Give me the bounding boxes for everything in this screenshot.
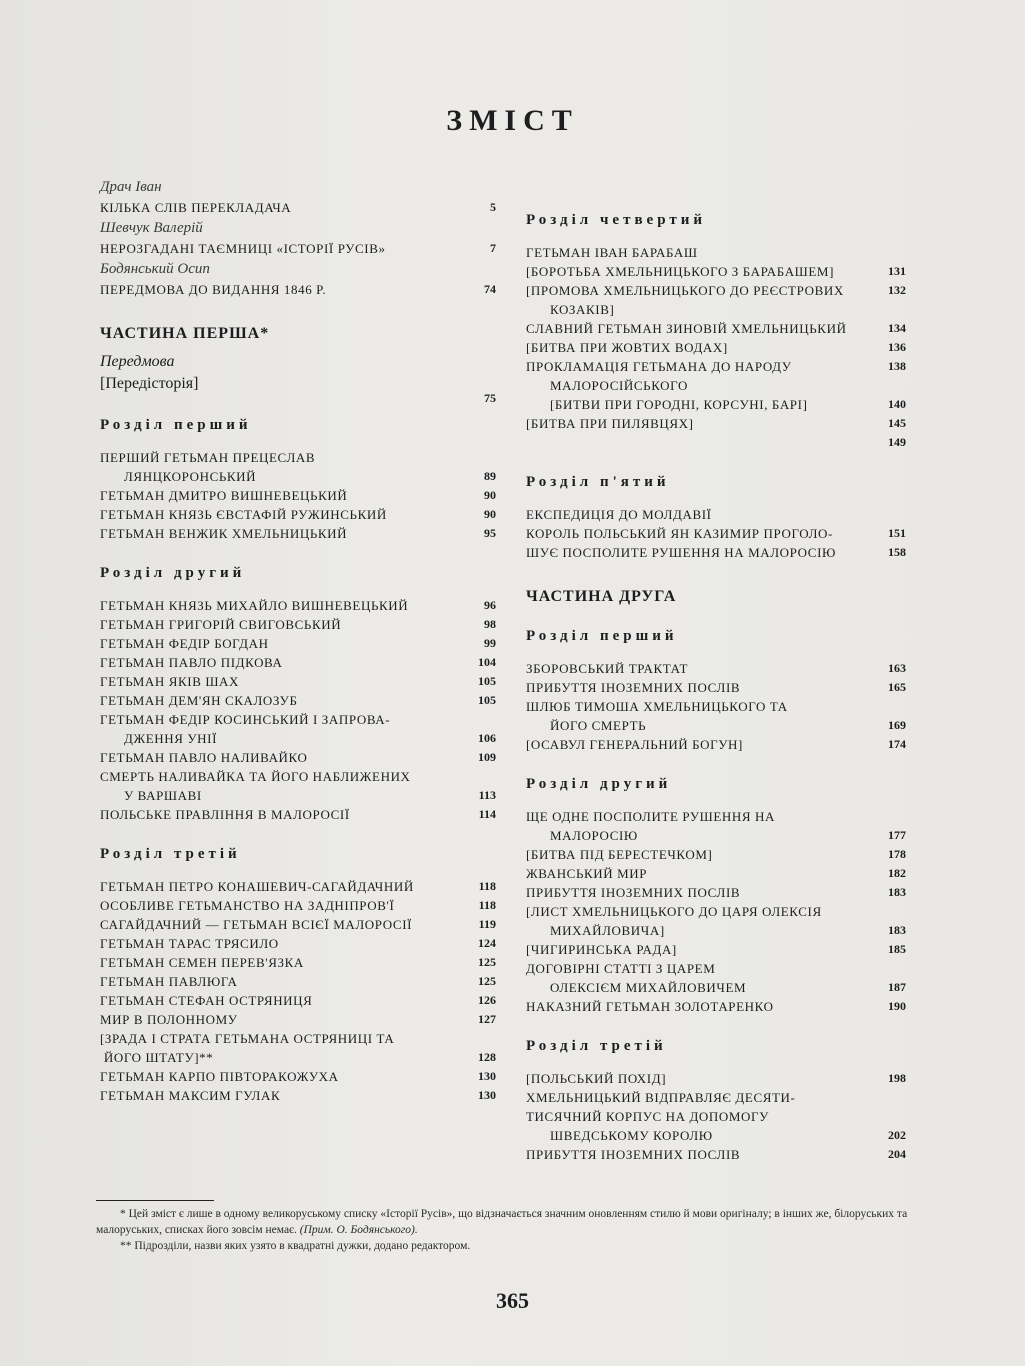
entry-title: [БИТВА ПРИ ПИЛЯВЦЯХ] <box>526 416 694 431</box>
toc-entry <box>526 659 906 678</box>
entry-title: ШВЕДСЬКОМУ КОРОЛЮ <box>550 1128 713 1143</box>
entry-page: 105 <box>478 674 496 688</box>
entry-page: 128 <box>478 1050 496 1064</box>
entry-page: 113 <box>478 788 496 802</box>
entry-page: 7 <box>490 241 496 255</box>
toc-entry <box>526 395 906 414</box>
toc-entry <box>526 940 906 959</box>
entry-page: 136 <box>888 340 906 354</box>
entry-title: ЛЯНЦКОРОНСЬКИЙ <box>124 469 257 484</box>
toc-entry <box>100 729 496 748</box>
entry-page: 114 <box>478 807 496 821</box>
entry-page: 185 <box>888 942 906 956</box>
prehistory-entry <box>100 373 496 405</box>
entry-title: [БОРОТЬБА ХМЕЛЬНИЦЬКОГО З БАРАБАШЕМ] <box>526 264 835 279</box>
toc-entry <box>526 845 906 864</box>
entry-page: 125 <box>478 974 496 988</box>
toc-entry <box>100 953 496 972</box>
entry-title: [ПРОМОВА ХМЕЛЬНИЦЬКОГО ДО РЕЄСТРОВИХ <box>526 283 844 298</box>
entry-page: 134 <box>888 321 906 335</box>
entry-page: 138 <box>888 359 906 373</box>
entry-title: САГАЙДАЧНИЙ — ГЕТЬМАН ВСІЄЇ МАЛОРОСІЇ <box>100 917 413 932</box>
toc-entry <box>526 338 906 357</box>
entry-page: 104 <box>478 655 496 669</box>
entry-title: ЗБОРОВСЬКИЙ ТРАКТАТ <box>526 661 689 676</box>
entry-title: ГЕТЬМАН ПЕТРО КОНАШЕВИЧ-САГАЙДАЧНИЙ <box>100 879 414 894</box>
entry-title: КІЛЬКА СЛІВ ПЕРЕКЛАДАЧА <box>100 200 292 215</box>
author-name: Шевчук Валерій <box>100 220 203 236</box>
entry-title: ГЕТЬМАН КАРПО ПІВТОРАКОЖУХА <box>100 1069 339 1084</box>
entry-page: 118 <box>478 898 496 912</box>
toc-entry <box>526 319 906 338</box>
entry-title: ГЕТЬМАН ВЕНЖИК ХМЕЛЬНИЦЬКИЙ <box>100 526 348 541</box>
toc-entry <box>100 596 496 615</box>
entry-page: 131 <box>888 264 906 278</box>
entry-page: 95 <box>484 526 496 540</box>
entry-page: 5 <box>490 200 496 214</box>
toc-entry <box>526 433 906 452</box>
entry-title: ГЕТЬМАН ПАВЛО ПІДКОВА <box>100 655 283 670</box>
toc-entry <box>100 767 496 786</box>
toc-left-column <box>100 176 496 1105</box>
section-heading: Розділ другий <box>526 776 672 792</box>
entry-page: 98 <box>484 617 496 631</box>
entry-page: 118 <box>478 879 496 893</box>
toc-entry <box>526 1069 906 1088</box>
entry-page: 163 <box>888 661 906 675</box>
toc-entry <box>100 239 496 258</box>
toc-entry <box>526 281 906 300</box>
entry-page: 204 <box>888 1147 906 1161</box>
entry-page: 106 <box>478 731 496 745</box>
section-heading: Розділ третій <box>100 846 241 862</box>
toc-entry <box>526 1107 906 1126</box>
entry-page: 105 <box>478 693 496 707</box>
toc-entry <box>526 357 906 376</box>
part-one-sections <box>100 417 496 1105</box>
entry-title: ПРИБУТТЯ ІНОЗЕМНИХ ПОСЛІВ <box>526 1147 741 1162</box>
entry-title: ДОГОВІРНІ СТАТТІ З ЦАРЕМ <box>526 961 716 976</box>
entry-page: 90 <box>484 488 496 502</box>
entry-page: 178 <box>888 847 906 861</box>
toc-entry <box>100 505 496 524</box>
page-number: 365 <box>496 1288 529 1313</box>
toc-entry <box>526 543 906 562</box>
entry-title: НАКАЗНИЙ ГЕТЬМАН ЗОЛОТАРЕНКО <box>526 999 774 1014</box>
entry-title: [БИТВИ ПРИ ГОРОДНІ, КОРСУНІ, БАРІ] <box>550 397 808 412</box>
entry-title: [ЗРАДА І СТРАТА ГЕТЬМАНА ОСТРЯНИЦІ ТА <box>100 1031 395 1046</box>
entry-title: ДЖЕННЯ УНІЇ <box>124 731 218 746</box>
entry-title: [ОСАВУЛ ГЕНЕРАЛЬНИЙ БОГУН] <box>526 737 743 752</box>
entry-title: ПОЛЬСЬКЕ ПРАВЛІННЯ В МАЛОРОСІЇ <box>100 807 350 822</box>
footnote-1 <box>96 1206 908 1238</box>
toc-entry <box>526 883 906 902</box>
toc-entry <box>526 997 906 1016</box>
toc-entry <box>526 807 906 826</box>
section-heading: Розділ третій <box>526 1038 667 1054</box>
entry-page: 140 <box>888 397 906 411</box>
entry-page: 177 <box>888 828 906 842</box>
entry-page: 74 <box>484 282 496 296</box>
part-two-heading: ЧАСТИНА ДРУГА <box>526 588 677 605</box>
toc-entry <box>526 902 906 921</box>
entry-title: [ЛИСТ ХМЕЛЬНИЦЬКОГО ДО ЦАРЯ ОЛЕКСІЯ <box>526 904 822 919</box>
entry-page: 151 <box>888 526 906 540</box>
entry-title: ГЕТЬМАН СТЕФАН ОСТРЯНИЦЯ <box>100 993 313 1008</box>
entry-title: ГЕТЬМАН ІВАН БАРАБАШ <box>526 245 698 260</box>
footnote-divider <box>96 1200 214 1201</box>
preface-entry: Передмова <box>100 353 175 370</box>
entry-title: ГЕТЬМАН СЕМЕН ПЕРЕВ'ЯЗКА <box>100 955 304 970</box>
toc-entry <box>526 735 906 754</box>
toc-entry <box>526 864 906 883</box>
entry-title: [ЧИГИРИНСЬКА РАДА] <box>526 942 677 957</box>
entry-title: МАЛОРОСІЙСЬКОГО <box>550 378 688 393</box>
toc-entry <box>100 653 496 672</box>
toc-entry <box>100 934 496 953</box>
toc-entry <box>526 1145 906 1164</box>
toc-entry <box>526 376 906 395</box>
toc-entry <box>100 877 496 896</box>
entry-title: СЛАВНИЙ ГЕТЬМАН ЗИНОВІЙ ХМЕЛЬНИЦЬКИЙ <box>526 321 847 336</box>
entry-title: [БИТВА ПРИ ЖОВТИХ ВОДАХ] <box>526 340 728 355</box>
toc-entry <box>100 805 496 824</box>
toc-entry <box>526 921 906 940</box>
entry-title: ПРИБУТТЯ ІНОЗЕМНИХ ПОСЛІВ <box>526 885 741 900</box>
entry-title: ПРИБУТТЯ ІНОЗЕМНИХ ПОСЛІВ <box>526 680 741 695</box>
entry-title: ГЕТЬМАН ТАРАС ТРЯСИЛО <box>100 936 279 951</box>
toc-entry <box>100 991 496 1010</box>
entry-page: 96 <box>484 598 496 612</box>
entry-page: 89 <box>484 469 496 483</box>
entry-page: 158 <box>888 545 906 559</box>
entry-title: СМЕРТЬ НАЛИВАЙКА ТА ЙОГО НАБЛИЖЕНИХ <box>100 769 411 784</box>
toc-entry <box>100 1086 496 1105</box>
toc-entry <box>100 280 496 299</box>
entry-title: ГЕТЬМАН ПАВЛО НАЛИВАЙКО <box>100 750 308 765</box>
entry-title: [ПОЛЬСЬКИЙ ПОХІД] <box>526 1071 667 1086</box>
author-name: Бодянський Осип <box>100 261 210 277</box>
toc-entry <box>526 1088 906 1107</box>
entry-title: ПЕРЕДМОВА ДО ВИДАННЯ 1846 Р. <box>100 282 327 297</box>
entry-title: ОСОБЛИВЕ ГЕТЬМАНСТВО НА ЗАДНІПРОВ'Ї <box>100 898 395 913</box>
toc-entry <box>100 972 496 991</box>
entry-title: ГЕТЬМАН ДЕМ'ЯН СКАЛОЗУБ <box>100 693 298 708</box>
toc-entry <box>100 710 496 729</box>
toc-entry <box>100 896 496 915</box>
toc-entry <box>100 748 496 767</box>
entry-title: НЕРОЗГАДАНІ ТАЄМНИЦІ «ІСТОРІЇ РУСІВ» <box>100 241 386 256</box>
entry-title: У ВАРШАВІ <box>124 788 202 803</box>
toc-entry <box>100 1067 496 1086</box>
part-two-sections <box>526 628 906 1164</box>
toc-entry <box>526 300 906 319</box>
entry-title: ТИСЯЧНИЙ КОРПУС НА ДОПОМОГУ <box>526 1109 769 1124</box>
entry-page: 183 <box>888 885 906 899</box>
entry-title: ЙОГО ШТАТУ]** <box>100 1050 214 1065</box>
entry-title: ГЕТЬМАН ЯКІВ ШАХ <box>100 674 240 689</box>
entry-title: ПРОКЛАМАЦІЯ ГЕТЬМАНА ДО НАРОДУ <box>526 359 792 374</box>
footnote-2 <box>96 1238 908 1254</box>
toc-entry <box>526 826 906 845</box>
front-matter <box>100 176 496 299</box>
entry-page: 119 <box>478 917 496 931</box>
entry-title: [БИТВА ПІД БЕРЕСТЕЧКОМ] <box>526 847 713 862</box>
entry-title: ГЕТЬМАН КНЯЗЬ ЄВСТАФІЙ РУЖИНСЬКИЙ <box>100 507 387 522</box>
entry-page: 198 <box>888 1071 906 1085</box>
entry-title: ШУЄ ПОСПОЛИТЕ РУШЕННЯ НА МАЛОРОСІЮ <box>526 545 836 560</box>
prehistory-page: 75 <box>484 391 496 405</box>
entry-title: ХМЕЛЬНИЦЬКИЙ ВІДПРАВЛЯЄ ДЕСЯТИ- <box>526 1090 796 1105</box>
entry-page: 183 <box>888 923 906 937</box>
toc-entry <box>526 262 906 281</box>
entry-page: 149 <box>888 435 906 449</box>
entry-page: 165 <box>888 680 906 694</box>
entry-page: 99 <box>484 636 496 650</box>
entry-title: ГЕТЬМАН МАКСИМ ГУЛАК <box>100 1088 281 1103</box>
toc-entry <box>526 414 906 433</box>
toc-entry <box>526 1126 906 1145</box>
toc-entry <box>100 691 496 710</box>
entry-page: 130 <box>478 1088 496 1102</box>
entry-page: 187 <box>888 980 906 994</box>
entry-title: ГЕТЬМАН ПАВЛЮГА <box>100 974 238 989</box>
entry-page: 125 <box>478 955 496 969</box>
section-heading: Розділ другий <box>100 565 246 581</box>
toc-entry <box>100 467 496 486</box>
entry-page: 90 <box>484 507 496 521</box>
prehistory-title: [Передісторія] <box>100 375 199 392</box>
toc-entry <box>526 697 906 716</box>
entry-title: ЕКСПЕДИЦІЯ ДО МОЛДАВІЇ <box>526 507 712 522</box>
entry-title: МАЛОРОСІЮ <box>550 828 638 843</box>
entry-page: 190 <box>888 999 906 1013</box>
footnote-1-ref: (Прим. О. Бодянського). <box>299 1224 418 1236</box>
author-name: Драч Іван <box>100 179 162 195</box>
footnote-2-text: ** Підрозділи, назви яких узято в квадратні дужки, додано редактором. <box>120 1240 471 1252</box>
entry-page: 130 <box>478 1069 496 1083</box>
toc-entry <box>100 672 496 691</box>
entry-page: 132 <box>888 283 906 297</box>
entry-title: ОЛЕКСІЄМ МИХАЙЛОВИЧЕМ <box>550 980 747 995</box>
entry-title: ЙОГО СМЕРТЬ <box>550 718 647 733</box>
entry-page: 109 <box>478 750 496 764</box>
entry-title: ЩЕ ОДНЕ ПОСПОЛИТЕ РУШЕННЯ НА <box>526 809 776 824</box>
entry-title: МИР В ПОЛОННОМУ <box>100 1012 238 1027</box>
entry-title: КОРОЛЬ ПОЛЬСЬКИЙ ЯН КАЗИМИР ПРОГОЛО- <box>526 526 833 541</box>
entry-title: ГЕТЬМАН ФЕДІР КОСИНСЬКИЙ І ЗАПРОВА- <box>100 712 391 727</box>
entry-page: 124 <box>478 936 496 950</box>
entry-title: ПЕРШИЙ ГЕТЬМАН ПРЕЦЕСЛАВ <box>100 450 316 465</box>
toc-entry <box>526 959 906 978</box>
entry-title: ГЕТЬМАН ГРИГОРІЙ СВИГОВСЬКИЙ <box>100 617 342 632</box>
entry-page: 174 <box>888 737 906 751</box>
toc-entry <box>100 486 496 505</box>
toc-entry <box>526 978 906 997</box>
part-one-continued-sections <box>526 212 906 562</box>
toc-entry <box>526 505 906 524</box>
entry-page: 145 <box>888 416 906 430</box>
toc-entry <box>100 1029 496 1048</box>
entry-title: ГЕТЬМАН ДМИТРО ВИШНЕВЕЦЬКИЙ <box>100 488 348 503</box>
section-heading: Розділ п'ятий <box>526 474 670 490</box>
entry-title: ГЕТЬМАН КНЯЗЬ МИХАЙЛО ВИШНЕВЕЦЬКИЙ <box>100 598 409 613</box>
toc-entry <box>526 716 906 735</box>
entry-page: 202 <box>888 1128 906 1142</box>
toc-entry <box>100 448 496 467</box>
part-one-heading: ЧАСТИНА ПЕРША* <box>100 325 270 342</box>
footnote-1-text: * Цей зміст є лише в одному великоруському списку «Історії Русів», що відзначається значним оновленням стилю й мови оригіналу; в інших же, білоруських та малоруських, списках його зовсім немає. <box>96 1208 908 1236</box>
toc-entry <box>100 915 496 934</box>
entry-page: 126 <box>478 993 496 1007</box>
toc-entry <box>100 786 496 805</box>
toc-entry <box>100 198 496 217</box>
toc-entry <box>100 524 496 543</box>
entry-page: 182 <box>888 866 906 880</box>
entry-title: ЖВАНСЬКИЙ МИР <box>526 866 648 881</box>
entry-page: 169 <box>888 718 906 732</box>
section-heading: Розділ перший <box>526 628 678 644</box>
footnotes <box>96 1206 908 1254</box>
toc-entry <box>100 1010 496 1029</box>
toc-entry <box>526 524 906 543</box>
entry-title: ГЕТЬМАН ФЕДІР БОГДАН <box>100 636 269 651</box>
toc-entry <box>526 678 906 697</box>
toc-entry <box>100 634 496 653</box>
toc-entry <box>526 243 906 262</box>
page-title: ЗМІСТ <box>446 104 579 137</box>
section-heading: Розділ четвертий <box>526 212 707 228</box>
section-heading: Розділ перший <box>100 417 252 433</box>
toc-entry <box>100 1048 496 1067</box>
entry-title: ШЛЮБ ТИМОША ХМЕЛЬНИЦЬКОГО ТА <box>526 699 788 714</box>
entry-title: МИХАЙЛОВИЧА] <box>550 923 665 938</box>
toc-right-column <box>526 190 906 1164</box>
toc-entry <box>100 615 496 634</box>
entry-title: КОЗАКІВ] <box>550 302 615 317</box>
entry-page: 127 <box>478 1012 496 1026</box>
